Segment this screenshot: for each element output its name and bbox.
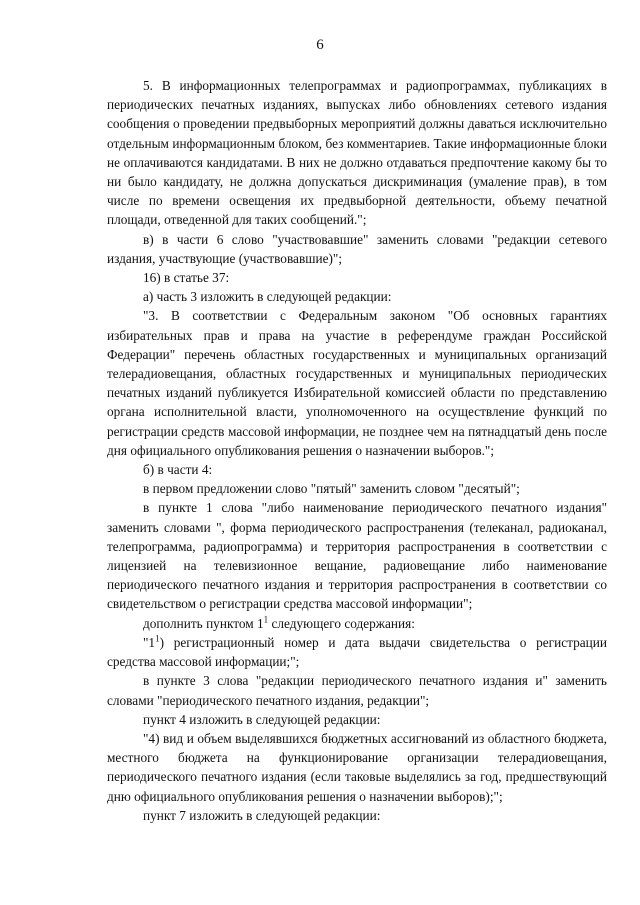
paragraph-first-sentence: в первом предложении слово "пятый" заменить словом "десятый"; <box>143 481 520 497</box>
point-1-1-open: "1 <box>143 634 156 650</box>
page-number: 6 <box>316 37 324 53</box>
paragraph-point-7: пункт 7 изложить в следующей редакции: <box>143 807 381 823</box>
paragraph-subitem-v: в) в части 6 слово "участвовавшие" заменить словами "редакции сетевого издания, участвующие (участвовавшие)"; <box>107 231 607 266</box>
superscript-one-b: 1 <box>155 633 160 644</box>
paragraph-point-3: в пункте 3 слова "редакции периодического печатного издания и" заменить словами "периодического печатного издания, редакции"; <box>107 673 607 708</box>
paragraph-point-4-text: "4) вид и объем выделявшихся бюджетных ассигнований из областного бюджета, местного бюджета на функционирование организации телерадиовещания, периодического печатного издания (если таковые выделялись за год, предшествующий дню официального опубликования решения о назначении выборов);"; <box>107 730 607 804</box>
paragraph-point-1-1 <box>107 633 607 671</box>
paragraph-item-5: 5. В информационных телепрограммах и радиопрограммах, публикациях в периодических печатных изданиях, выпусках либо обновлениях сетевого издания сообщения о проведении предвыборных мероприятий должны даваться исключительно отдельным информационным блоком, без комментариев. Такие информационные блоки не оплачиваются кандидатами. В них не должно отдаваться предпочтение какому бы то ни было кандидату, не должна допускаться дискриминация (умаление прав), в том числе по времени освещения их предвыборной деятельности, объему печатной площади, отведенной для таких сообщений."; <box>107 78 607 228</box>
paragraph-quote-part-3: "3. В соответствии с Федеральным законом "Об основных гарантиях избирательных прав и права на участие в референдуме граждан Российской Федерации" перечень областных государственных и муниципальных организаций телерадиовещания, областных государственных и муниципальных периодических печатных изданий публикуется Избирательной комиссией области по представлению органа исполнительной власти, уполномоченного на осуществление функций по регистрации средств массовой информации, не позднее чем на пятнадцатый день после дня официального опубликования решения о назначении выборов."; <box>107 308 607 458</box>
paragraph-add-point <box>107 614 607 633</box>
superscript-one: 1 <box>263 614 269 625</box>
paragraph-item-16: 16) в статье 37: <box>143 270 230 286</box>
add-point-text: дополнить пунктом 1 <box>143 615 264 631</box>
document-body <box>107 76 607 825</box>
paragraph-point-4: пункт 4 изложить в следующей редакции: <box>143 711 381 727</box>
point-1-1-text: ) регистрационный номер и дата выдачи свидетельства о регистрации средства массовой информации;"; <box>107 634 607 670</box>
add-point-text-tail: следующего содержания: <box>268 615 415 631</box>
paragraph-subitem-a: а) часть 3 изложить в следующей редакции: <box>143 289 392 305</box>
paragraph-point-1: в пункте 1 слова "либо наименование периодического печатного издания" заменить словами ", форма периодического распространения (телеканал, радиоканал, телепрограмма, радиопрограмма) и территория распространения в соответствии с лицензией на телевизионное вещание, радиовещание либо наименование периодического печатного издания и территория распространения в соответствии со свидетельством о регистрации средства массовой информации"; <box>107 500 607 612</box>
paragraph-subitem-b: б) в части 4: <box>143 462 213 478</box>
